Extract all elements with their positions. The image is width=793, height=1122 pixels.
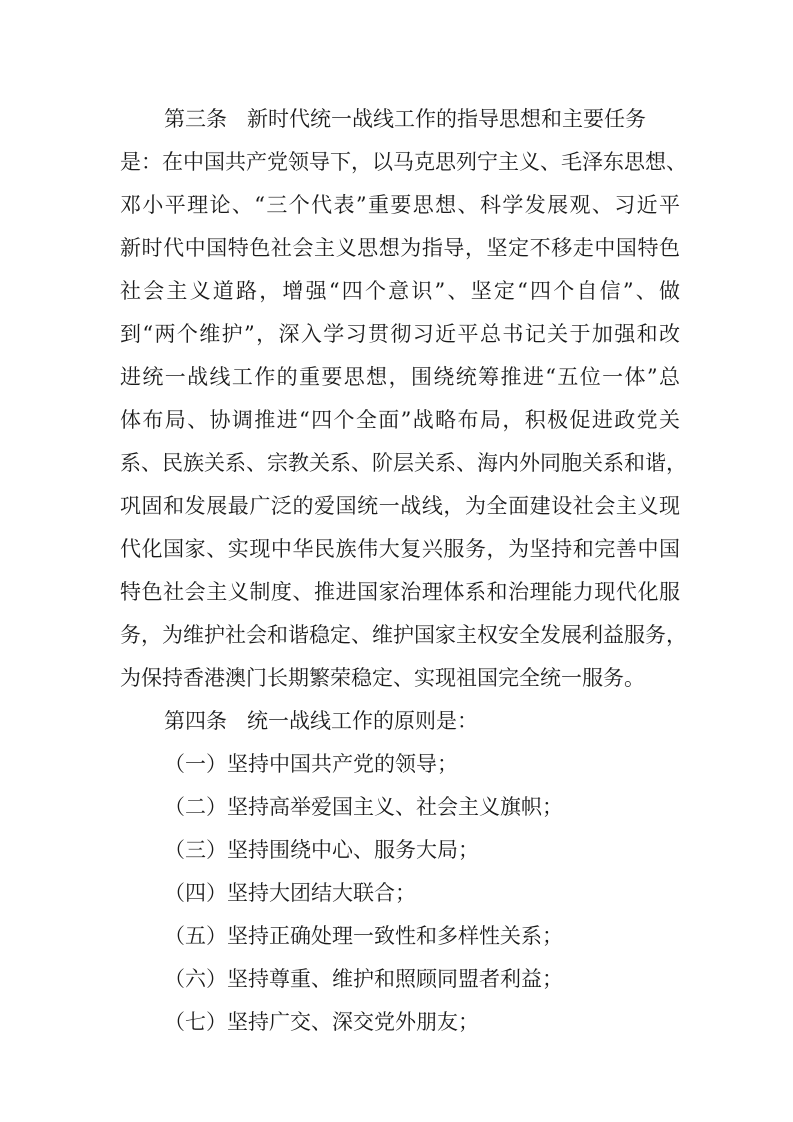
article3-heading-line bbox=[164, 99, 680, 139]
article3-line: 务，为维护社会和谐稳定、维护国家主权安全发展利益服务， bbox=[120, 623, 687, 647]
article3-line: 是：在中国共产党领导下，以马克思列宁主义、毛泽东思想、 bbox=[120, 150, 687, 174]
article3-line: 体布局、协调推进“四个全面”战略布局，积极促进政党关 bbox=[120, 408, 680, 432]
article3-line: 社会主义道路，增强“四个意识”、坚定“四个自信”、做 bbox=[120, 279, 680, 303]
article3-line: 邓小平理论、“三个代表”重要思想、科学发展观、习近平 bbox=[120, 193, 680, 217]
article3-line: 巩固和发展最广泛的爱国统一战线，为全面建设社会主义现 bbox=[120, 494, 680, 518]
article3-line: 为保持香港澳门长期繁荣稳定、实现祖国完全统一服务。 bbox=[120, 666, 645, 690]
article3-heading: 第三条 bbox=[164, 107, 227, 131]
article3-line: 代化国家、实现中华民族伟大复兴服务，为坚持和完善中国 bbox=[120, 537, 680, 561]
principle-item: （一）坚持中国共产党的领导； bbox=[164, 752, 458, 776]
principle-item: （三）坚持围绕中心、服务大局； bbox=[164, 838, 479, 862]
principle-item: （七）坚持广交、深交党外朋友； bbox=[164, 1010, 479, 1034]
principle-item: （五）坚持正确处理一致性和多样性关系； bbox=[164, 924, 563, 948]
article3-line: 进统一战线工作的重要思想，围绕统筹推进“五位一体”总 bbox=[120, 365, 680, 389]
article4-heading-line bbox=[164, 701, 680, 741]
article3-line: 新时代中国特色社会主义思想为指导，坚定不移走中国特色 bbox=[120, 236, 680, 260]
principle-item: （六）坚持尊重、维护和照顾同盟者利益； bbox=[164, 967, 563, 991]
article4-heading: 第四条 bbox=[164, 709, 227, 733]
article3-line: 特色社会主义制度、推进国家治理体系和治理能力现代化服 bbox=[120, 580, 680, 604]
principle-item: （二）坚持高举爱国主义、社会主义旗帜； bbox=[164, 795, 563, 819]
article4-title: 统一战线工作的原则是： bbox=[247, 709, 478, 733]
article3-title: 新时代统一战线工作的指导思想和主要任务 bbox=[247, 107, 646, 131]
article3-line: 系、民族关系、宗教关系、阶层关系、海内外同胞关系和谐， bbox=[120, 451, 687, 475]
article3-line: 到“两个维护”，深入学习贯彻习近平总书记关于加强和改 bbox=[120, 322, 680, 346]
principle-item: （四）坚持大团结大联合； bbox=[164, 881, 416, 905]
